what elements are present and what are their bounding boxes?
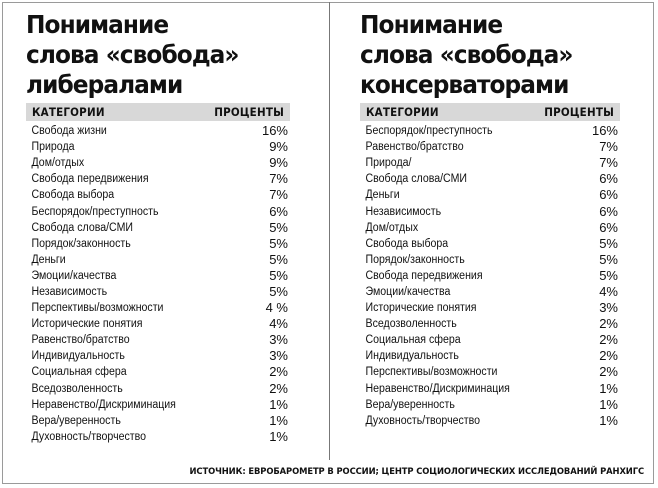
liberals-title-line-2: слова «свобода» bbox=[26, 40, 239, 69]
conservatives-row-category: Равенство/братство bbox=[365, 141, 464, 154]
conservatives-row-category: Неравенство/Дискриминация bbox=[365, 382, 510, 395]
conservatives-table-row bbox=[360, 252, 620, 268]
conservatives-table-row bbox=[360, 316, 620, 332]
conservatives-row-category: Вера/уверенность bbox=[365, 398, 455, 411]
conservatives-table-row bbox=[360, 139, 620, 155]
liberals-row-value: 9% bbox=[269, 139, 288, 155]
liberals-row-category: Равенство/братство bbox=[31, 334, 130, 347]
liberals-row-value: 16% bbox=[261, 123, 288, 139]
liberals-row-category: Эмоции/качества bbox=[31, 269, 117, 282]
liberals-row-value: 4% bbox=[269, 316, 288, 332]
liberals-row-category: Порядок/законность bbox=[31, 237, 131, 250]
conservatives-table-row bbox=[360, 155, 620, 171]
liberals-row-category: Независимость bbox=[31, 285, 108, 298]
liberals-row-value: 7% bbox=[269, 187, 288, 203]
liberals-table-row bbox=[26, 203, 290, 219]
conservatives-table-row bbox=[360, 381, 620, 397]
conservatives-row-value: 2% bbox=[599, 332, 618, 348]
conservatives-table-row bbox=[360, 284, 620, 300]
liberals-table-row bbox=[26, 332, 290, 348]
conservatives-table-row bbox=[360, 187, 620, 203]
liberals-row-category: Исторические понятия bbox=[31, 318, 143, 331]
conservatives-table-header bbox=[360, 103, 620, 121]
liberals-row-value: 1% bbox=[269, 428, 288, 444]
liberals-table-body bbox=[26, 123, 290, 445]
conservatives-table-row bbox=[360, 300, 620, 316]
conservatives-row-value: 2% bbox=[599, 348, 618, 364]
liberals-table-row bbox=[26, 284, 290, 300]
liberals-row-value: 3% bbox=[269, 348, 288, 364]
liberals-table-row bbox=[26, 252, 290, 268]
liberals-table-row bbox=[26, 364, 290, 380]
liberals-row-category: Природа bbox=[31, 141, 75, 154]
liberals-table-row bbox=[26, 397, 290, 413]
liberals-row-value: 2% bbox=[269, 380, 288, 396]
conservatives-title-line-3: консерваторами bbox=[360, 70, 569, 99]
conservatives-header-percent: ПРОЦЕНТЫ bbox=[544, 105, 614, 119]
conservatives-header-categories: КАТЕГОРИИ bbox=[366, 105, 439, 119]
liberals-table-row bbox=[26, 171, 290, 187]
liberals-table-row bbox=[26, 429, 290, 445]
liberals-row-category: Дом/отдых bbox=[31, 157, 85, 170]
liberals-table-row bbox=[26, 316, 290, 332]
conservatives-row-value: 7% bbox=[599, 139, 618, 155]
conservatives-row-category: Исторические понятия bbox=[365, 302, 477, 315]
conservatives-row-value: 1% bbox=[599, 412, 618, 428]
liberals-row-value: 3% bbox=[269, 332, 288, 348]
conservatives-row-value: 6% bbox=[599, 187, 618, 203]
liberals-table-row bbox=[26, 155, 290, 171]
conservatives-row-category: Беспорядок/преступность bbox=[365, 125, 493, 138]
conservatives-row-category: Свобода слова/СМИ bbox=[365, 173, 467, 186]
liberals-row-value: 5% bbox=[269, 251, 288, 267]
conservatives-table-row bbox=[360, 123, 620, 139]
liberals-row-value: 4 % bbox=[265, 300, 288, 316]
liberals-title-line-1: Понимание bbox=[26, 10, 169, 39]
conservatives-row-value: 5% bbox=[599, 235, 618, 251]
liberals-row-category: Свобода выбора bbox=[31, 189, 115, 202]
liberals-row-category: Перспективы/возможности bbox=[31, 302, 164, 315]
conservatives-table-row bbox=[360, 171, 620, 187]
liberals-row-value: 9% bbox=[269, 155, 288, 171]
liberals-row-value: 7% bbox=[269, 171, 288, 187]
liberals-row-value: 1% bbox=[269, 396, 288, 412]
liberals-table-row bbox=[26, 220, 290, 236]
liberals-row-value: 5% bbox=[269, 267, 288, 283]
conservatives-row-category: Свобода передвижения bbox=[365, 269, 483, 282]
liberals-header-categories: КАТЕГОРИИ bbox=[32, 105, 105, 119]
conservatives-row-value: 3% bbox=[599, 300, 618, 316]
liberals-row-category: Вседозволенность bbox=[31, 382, 123, 395]
liberals-table-row bbox=[26, 268, 290, 284]
conservatives-row-value: 2% bbox=[599, 364, 618, 380]
liberals-table-row bbox=[26, 300, 290, 316]
liberals-row-value: 5% bbox=[269, 235, 288, 251]
conservatives-table-row bbox=[360, 397, 620, 413]
conservatives-row-value: 6% bbox=[599, 171, 618, 187]
conservatives-table-row bbox=[360, 348, 620, 364]
liberals-row-value: 5% bbox=[269, 219, 288, 235]
conservatives-row-category: Перспективы/возможности bbox=[365, 366, 498, 379]
conservatives-table-row bbox=[360, 268, 620, 284]
liberals-row-category: Деньги bbox=[31, 253, 66, 266]
liberals-row-value: 2% bbox=[269, 364, 288, 380]
liberals-title bbox=[26, 10, 272, 100]
conservatives-row-category: Дом/отдых bbox=[365, 221, 419, 234]
conservatives-row-category: Природа/ bbox=[365, 157, 412, 170]
conservatives-row-category: Независимость bbox=[365, 205, 442, 218]
conservatives-title-line-2: слова «свобода» bbox=[360, 40, 573, 69]
conservatives-row-category: Свобода выбора bbox=[365, 237, 449, 250]
conservatives-row-value: 2% bbox=[599, 316, 618, 332]
conservatives-table-row bbox=[360, 220, 620, 236]
conservatives-row-value: 6% bbox=[599, 219, 618, 235]
liberals-row-category: Свобода жизни bbox=[31, 125, 107, 138]
liberals-row-category: Социальная сфера bbox=[31, 366, 127, 379]
conservatives-row-value: 5% bbox=[599, 267, 618, 283]
conservatives-row-value: 1% bbox=[599, 380, 618, 396]
conservatives-table-row bbox=[360, 413, 620, 429]
conservatives-row-value: 5% bbox=[599, 251, 618, 267]
liberals-row-category: Неравенство/Дискриминация bbox=[31, 398, 176, 411]
conservatives-row-value: 6% bbox=[599, 203, 618, 219]
conservatives-row-value: 7% bbox=[599, 155, 618, 171]
source-note: ИСТОЧНИК: ЕВРОБАРОМЕТР В РОССИИ; ЦЕНТР СОЦИОЛОГИЧЕСКИХ ИССЛЕДОВАНИЙ РАНХИГС bbox=[189, 466, 644, 476]
conservatives-row-value: 4% bbox=[599, 283, 618, 299]
conservatives-row-category: Деньги bbox=[365, 189, 400, 202]
conservatives-row-category: Эмоции/качества bbox=[365, 285, 451, 298]
liberals-row-category: Индивидуальность bbox=[31, 350, 125, 363]
conservatives-table-row bbox=[360, 364, 620, 380]
conservatives-row-category: Индивидуальность bbox=[365, 350, 459, 363]
liberals-table-row bbox=[26, 348, 290, 364]
liberals-title-line-3: либералами bbox=[26, 70, 183, 99]
liberals-row-category: Беспорядок/преступность bbox=[31, 205, 159, 218]
liberals-table-header bbox=[26, 103, 290, 121]
liberals-table-row bbox=[26, 236, 290, 252]
conservatives-table-row bbox=[360, 203, 620, 219]
liberals-row-category: Свобода слова/СМИ bbox=[31, 221, 133, 234]
conservatives-row-category: Социальная сфера bbox=[365, 334, 461, 347]
conservatives-row-value: 1% bbox=[599, 396, 618, 412]
liberals-row-value: 6% bbox=[269, 203, 288, 219]
liberals-table-panel bbox=[26, 10, 290, 445]
column-divider bbox=[329, 2, 330, 460]
liberals-table-row bbox=[26, 187, 290, 203]
conservatives-table-row bbox=[360, 236, 620, 252]
liberals-row-category: Духовность/творчество bbox=[31, 430, 147, 443]
liberals-table-row bbox=[26, 123, 290, 139]
conservatives-title-line-1: Понимание bbox=[360, 10, 503, 39]
liberals-header-percent: ПРОЦЕНТЫ bbox=[214, 105, 284, 119]
conservatives-row-value: 16% bbox=[591, 123, 618, 139]
conservatives-row-category: Духовность/творчество bbox=[365, 414, 481, 427]
conservatives-row-category: Вседозволенность bbox=[365, 318, 457, 331]
liberals-row-category: Вера/уверенность bbox=[31, 414, 121, 427]
conservatives-table-row bbox=[360, 332, 620, 348]
liberals-table-row bbox=[26, 413, 290, 429]
conservatives-table-body bbox=[360, 123, 620, 429]
conservatives-title bbox=[360, 10, 602, 100]
liberals-row-value: 1% bbox=[269, 412, 288, 428]
liberals-row-category: Свобода передвижения bbox=[31, 173, 149, 186]
liberals-table-row bbox=[26, 381, 290, 397]
conservatives-table-panel bbox=[360, 10, 620, 429]
liberals-row-value: 5% bbox=[269, 283, 288, 299]
liberals-table-row bbox=[26, 139, 290, 155]
conservatives-row-category: Порядок/законность bbox=[365, 253, 465, 266]
